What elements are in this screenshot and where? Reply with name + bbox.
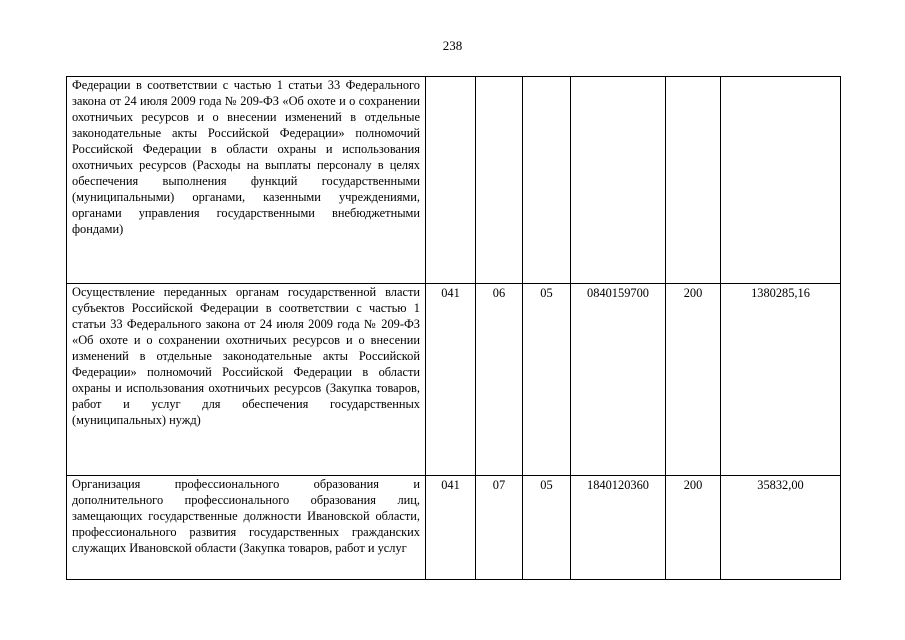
amount-value <box>721 77 841 284</box>
section-code: 07 <box>476 476 523 580</box>
target-article-code: 0840159700 <box>571 284 666 476</box>
row-description: Федерации в соответствии с частью 1 статьи 33 Федерального закона от 24 июля 2009 года № 209-ФЗ «Об охоте и о сохранении охотничьих ресурсов и о внесении изменений в отдельные законодательные акты Российской Федерации» полномочий Российской Федерации в области охраны и использования охотничьих ресурсов (Расходы на выплаты персоналу в целях обеспечения выполнения функций государственными (муниципальными) органами, казенными учреждениями, органами управления государственными внебюджетными фондами) <box>67 77 426 284</box>
table-row <box>67 284 841 476</box>
ministry-code: 041 <box>426 476 476 580</box>
subsection-code <box>523 77 571 284</box>
target-article-code <box>571 77 666 284</box>
ministry-code: 041 <box>426 284 476 476</box>
table-row <box>67 77 841 284</box>
page-number: 238 <box>442 38 463 53</box>
expense-type-code <box>666 77 721 284</box>
table-row <box>67 476 841 580</box>
budget-table <box>66 76 841 580</box>
row-description: Организация профессионального образования и дополнительного профессионального образования лиц, замещающих государственные должности Ивановской области, профессионального развития государственных гражданских служащих Ивановской области (Закупка товаров, работ и услуг <box>67 476 426 580</box>
expense-type-code: 200 <box>666 284 721 476</box>
amount-value: 35832,00 <box>721 476 841 580</box>
ministry-code <box>426 77 476 284</box>
target-article-code: 1840120360 <box>571 476 666 580</box>
section-code <box>476 77 523 284</box>
subsection-code: 05 <box>523 284 571 476</box>
row-description: Осуществление переданных органам государственной власти субъектов Российской Федерации в соответствии с частью 1 статьи 33 Федерального закона от 24 июля 2009 года № 209-ФЗ «Об охоте и о сохранении охотничьих ресурсов и о внесении изменений в отдельные законодательные акты Российской Федерации» полномочий Российской Федерации в области охраны и использования охотничьих ресурсов (Закупка товаров, работ и услуг для обеспечения государственных (муниципальных) нужд) <box>67 284 426 476</box>
section-code: 06 <box>476 284 523 476</box>
expense-type-code: 200 <box>666 476 721 580</box>
subsection-code: 05 <box>523 476 571 580</box>
amount-value: 1380285,16 <box>721 284 841 476</box>
